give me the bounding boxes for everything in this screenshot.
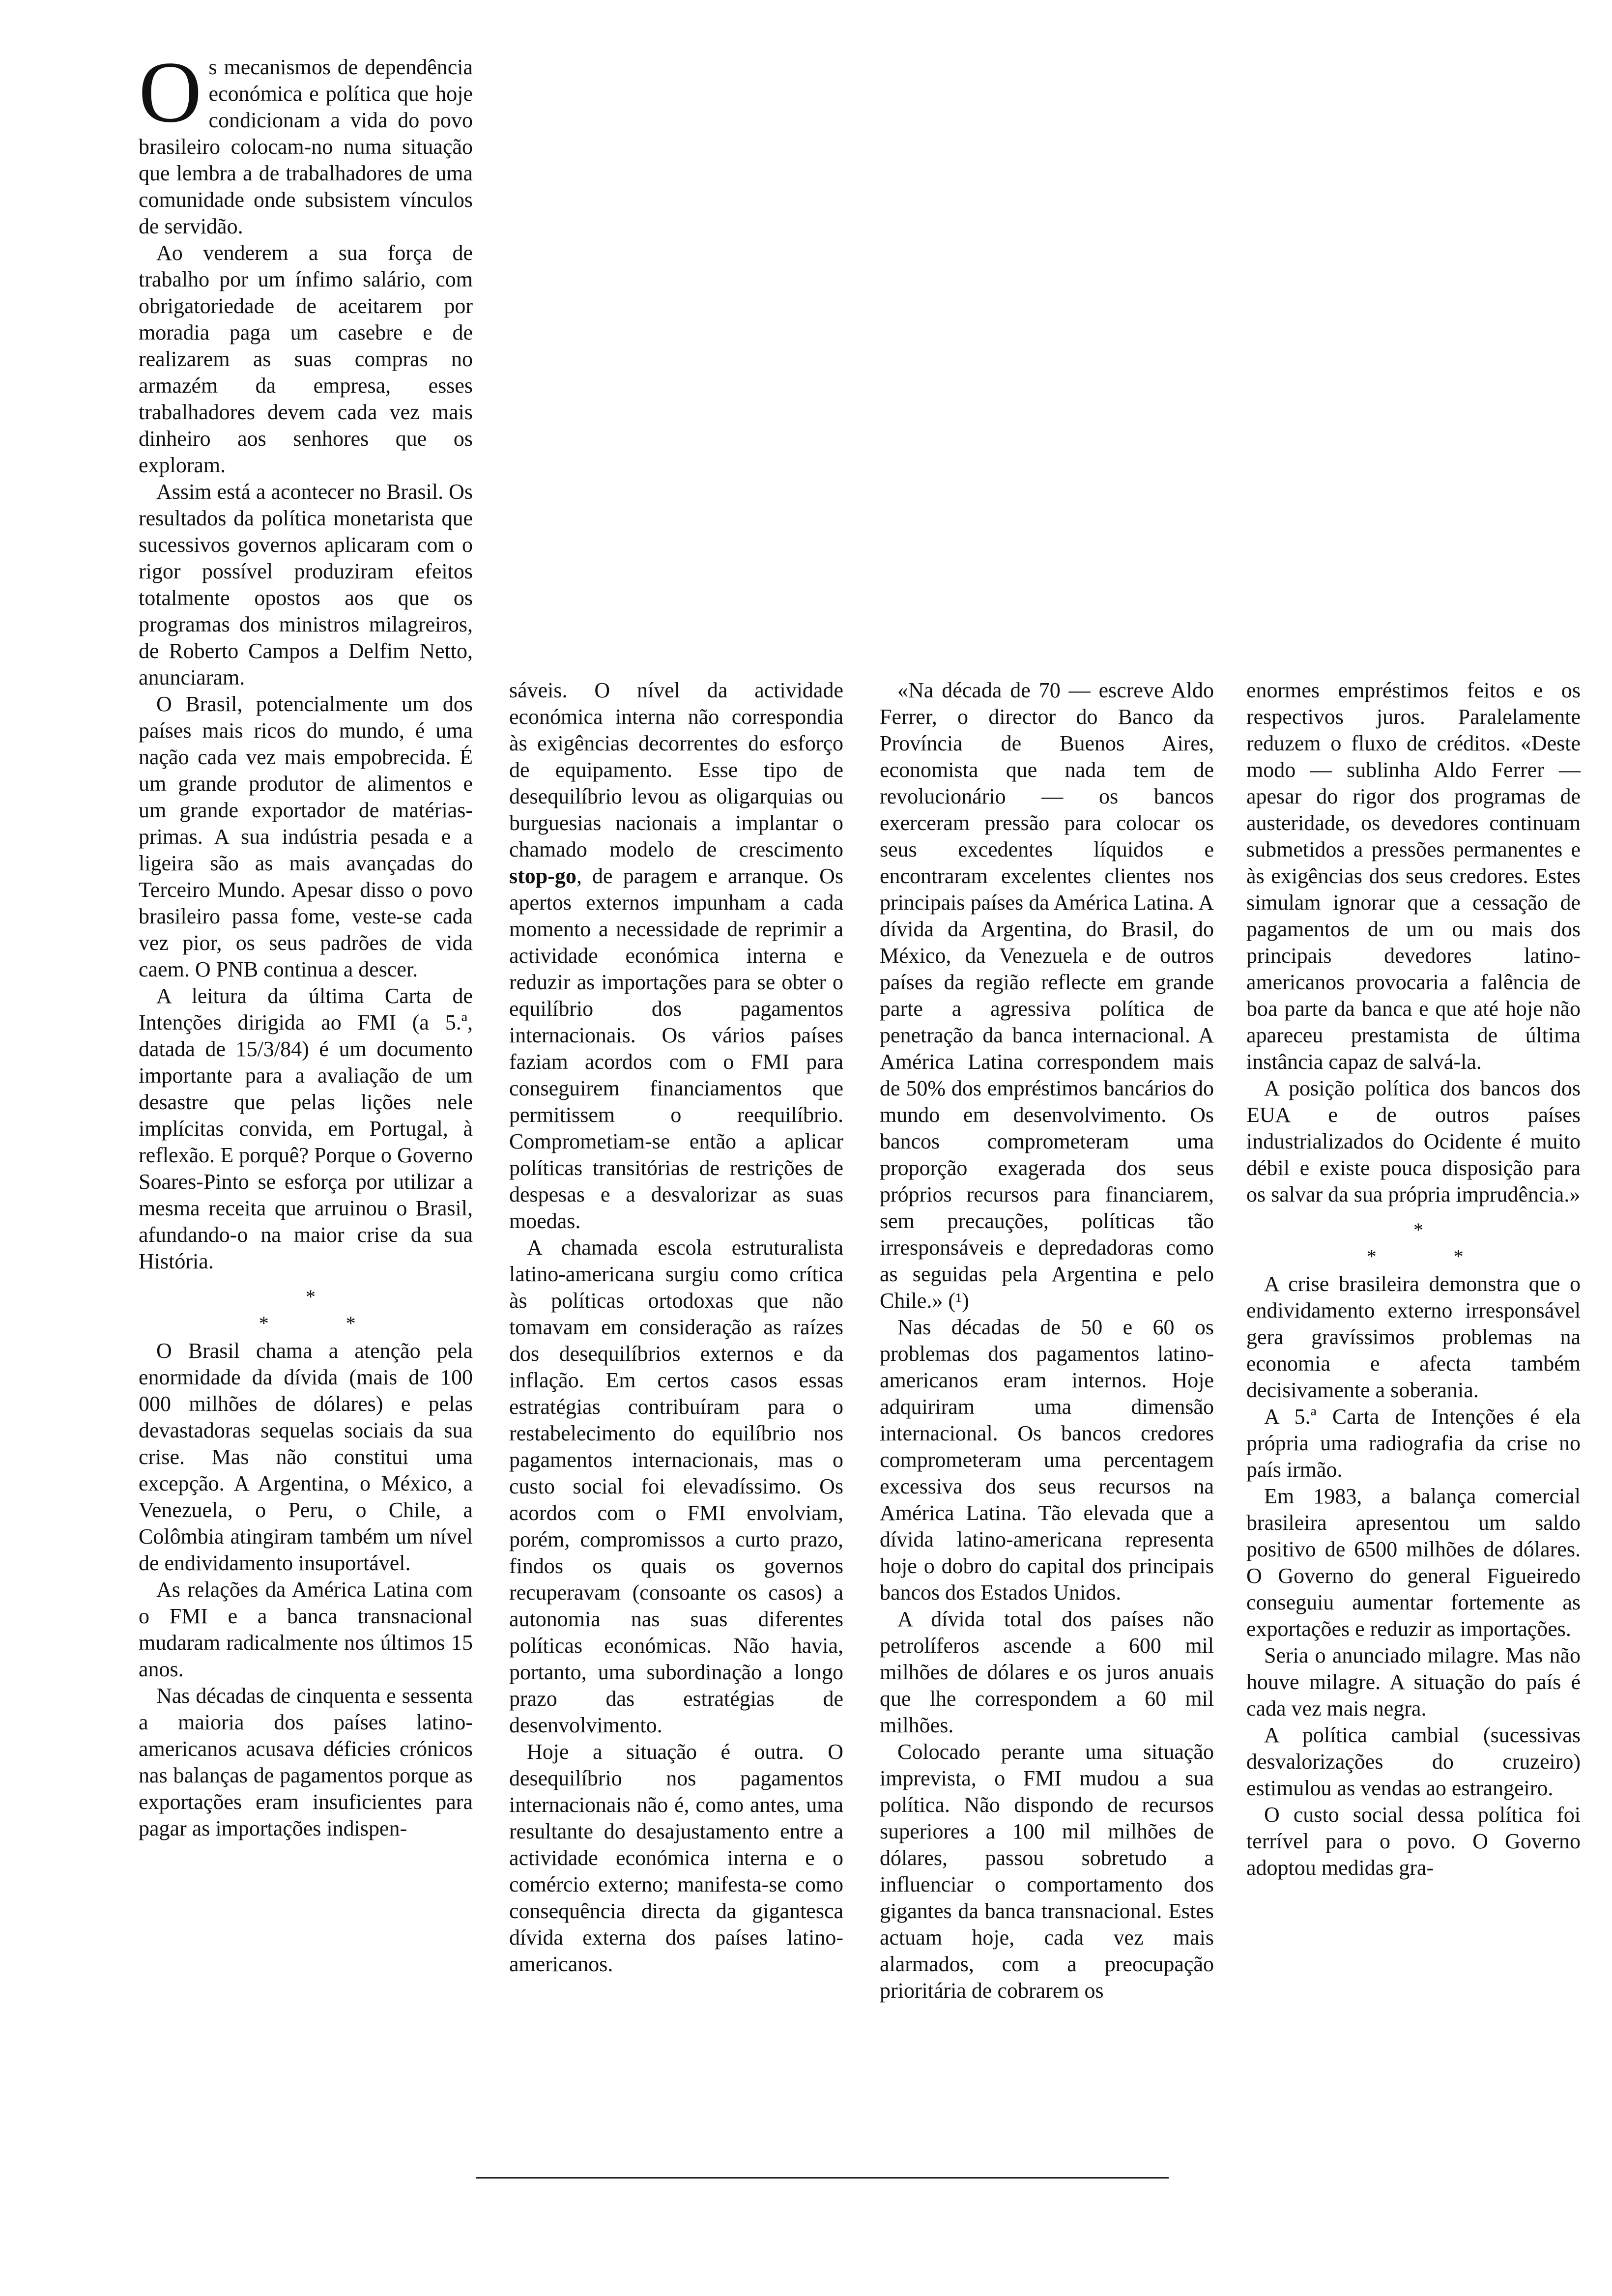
paragraph: Ao venderem a sua força de trabalho por um ínfimo salário, com obrigatoriedade de aceitarem por moradia paga um casebre e de realizarem as suas compras no armazém da empresa, esses trabalhadores devem cada vez mais dinheiro aos senhores que os exploram. bbox=[139, 241, 473, 477]
asterisk: * bbox=[345, 1312, 356, 1334]
paragraph: O Brasil chama a atenção pela enormidade da dívida (mais de 100 000 milhões de dólares) e pelas devastadoras sequelas sociais da sua crise. Mas não constitui uma excepção. A Argentina, o México, a Venezuela, o Peru, o Chile, a Colômbia atingiram também um nível de endividamento insuportável. bbox=[139, 1339, 473, 1575]
paragraph: A posição política dos bancos dos EUA e de outros países industrializados do Ocidente é muito débil e existe pouca disposição para os salvar da sua própria imprudência.» bbox=[1246, 1076, 1581, 1206]
paragraph: «Na década de 70 — escreve Aldo Ferrer, o director do Banco da Província de Buenos Aires, economista que nada tem de revolucionário — os bancos exerceram pressão para colocar os seus excedentes líquidos e encontraram excelentes clientes nos principais países da América Latina. A dívida da Argentina, do Brasil, do México, da Venezuela e de outros países da região reflecte em grande parte a agressiva política de penetração da banca internacional. A América Latina correspondem mais de 50% dos empréstimos bancários do mundo em desenvolvimento. Os bancos comprometeram uma proporção exagerada dos seus próprios recursos para financiarem, sem precauções, políticas tão irresponsáveis e depredadoras como as seguidas pela Argentina e pelo Chile.» (¹) bbox=[880, 678, 1214, 1313]
asterisk: * bbox=[1413, 1219, 1423, 1241]
drop-cap: O bbox=[139, 43, 202, 141]
paragraph: Em 1983, a balança comercial brasileira apresentou um saldo positivo de 6500 milhões de dólares. O Governo do general Figueiredo conseguiu aumentar fortemente as exportações e reduzir as importações. bbox=[1246, 1484, 1581, 1641]
asterisk: * bbox=[306, 1286, 316, 1308]
paragraph-text: sáveis. O nível da actividade económica interna não correspondia às exigências decorrentes do esforço de equipamento. Esse tipo de desequilíbrio levou as oligarquias ou burguesias nacionais a implantar o chamado modelo de crescimento bbox=[509, 678, 843, 861]
paragraph: Hoje a situação é outra. O desequilíbrio nos pagamentos internacionais não é, como antes, uma resultante do desajustamento entre a actividade económica interna e o comércio externo; manifesta-se como consequência directa da gigantesca dívida externa dos países latino-americanos. bbox=[509, 1740, 843, 1976]
paragraph: A leitura da última Carta de Intenções dirigida ao FMI (a 5.ª, datada de 15/3/84) é um documento importante para a avaliação de um desastre que pelas lições nele implícitas convida, em Portugal, à reflexão. E porquê? Porque o Governo Soares-Pinto se esforça por utilizar a mesma receita que arruinou o Brasil, afundando-o na maior crise da sua História. bbox=[139, 984, 473, 1273]
column-4 bbox=[1246, 677, 1581, 1881]
column-1 bbox=[139, 43, 473, 1842]
paragraph: Colocado perante uma situação imprevista, o FMI mudou a sua política. Não dispondo de recursos superiores a 100 mil milhões de dólares, passou sobretudo a influenciar o comportamento dos gigantes da banca transnacional. Estes actuam hoje, cada vez mais alarmados, com a preocupação prioritária de cobrarem os bbox=[880, 1740, 1214, 2003]
paragraph: O custo social dessa política foi terrível para o povo. O Governo adoptou medidas gra- bbox=[1246, 1803, 1581, 1880]
paragraph: O Brasil, potencialmente um dos países mais ricos do mundo, é uma nação cada vez mais empobrecida. É um grande produtor de alimentos e um grande exportador de matérias-primas. A sua indústria pesada e a ligeira são as mais avançadas do Terceiro Mundo. Apesar disso o povo brasileiro passa fome, veste-se cada vez pior, os seus padrões de vida caem. O PNB continua a descer. bbox=[139, 692, 473, 981]
section-separator bbox=[1246, 1208, 1581, 1271]
paragraph: Seria o anunciado milagre. Mas não houve milagre. A situação do país é cada vez mais negra. bbox=[1246, 1643, 1581, 1721]
paragraph: enormes empréstimos feitos e os respectivos juros. Paralelamente reduzem o fluxo de créditos. «Deste modo — sublinha Aldo Ferrer — apesar do rigor dos programas de austeridade, os devedores continuam submetidos a pressões permanentes e às exigências dos seus credores. Estes simulam ignorar que a cessação de pagamentos de um ou mais dos principais devedores latino-americanos provocaria a falência de boa parte da banca e que até hoje não apareceu prestamista de última instância capaz de salvá-la. bbox=[1246, 678, 1581, 1074]
column-2 bbox=[509, 677, 843, 1978]
paragraph bbox=[509, 677, 843, 1234]
paragraph: A 5.ª Carta de Intenções é ela própria uma radiografia da crise no país irmão. bbox=[1246, 1405, 1581, 1482]
paragraph: A chamada escola estruturalista latino-americana surgiu como crítica às políticas ortodoxas que não tomavam em consideração as raízes dos desequilíbrios externos e da inflação. Em certos casos essas estratégias contribuíram para o restabelecimento do equilíbrio nos pagamentos internacionais, mas o custo social foi elevadíssimo. Os acordos com o FMI envolviam, porém, compromissos a curto prazo, findos os quais os governos recuperavam (consoante os casos) a autonomia nas suas diferentes políticas económicas. Não havia, portanto, uma subordinação a longo prazo das estratégias de desenvolvimento. bbox=[509, 1235, 843, 1737]
paragraph: Assim está a acontecer no Brasil. Os resultados da política monetarista que sucessivos governos aplicaram com o rigor possível produziram efeitos totalmente opostos aos que os programas dos ministros milagreiros, de Roberto Campos a Delfim Netto, anunciaram. bbox=[139, 480, 473, 689]
paragraph-text: s mecanismos de dependência económica e política que hoje condicionam a vida do povo brasileiro colocam-no numa situação que lembra a de trabalhadores de uma comunidade onde subsistem vínculos de servidão. bbox=[139, 55, 473, 238]
paragraph bbox=[139, 43, 473, 240]
paragraph: A dívida total dos países não petrolíferos ascende a 600 mil milhões de dólares e os juros anuais que lhe correspondem a 60 mil milhões. bbox=[880, 1607, 1214, 1737]
asterisk: * bbox=[1366, 1245, 1377, 1267]
paragraph: As relações da América Latina com o FMI e a banca transnacional mudaram radicalmente nos últimos 15 anos. bbox=[139, 1578, 473, 1681]
paragraph: Nas décadas de cinquenta e sessenta a maioria dos países latino-americanos acusava déficies crónicos nas balanças de pagamentos porque as exportações eram insuficientes para pagar as importações indispen- bbox=[139, 1684, 473, 1840]
asterisk: * bbox=[1453, 1245, 1464, 1267]
keyword-stop-go: stop-go bbox=[509, 864, 576, 888]
paragraph: A política cambial (sucessivas desvalorizações do cruzeiro) estimulou as vendas ao estrangeiro. bbox=[1246, 1723, 1581, 1800]
paragraph: A crise brasileira demonstra que o endividamento externo irresponsável gera gravíssimos problemas na economia e afecta também decisivamente a soberania. bbox=[1246, 1272, 1581, 1402]
bottom-divider-rule bbox=[476, 2177, 1169, 2179]
column-3 bbox=[880, 677, 1214, 2004]
paragraph: Nas décadas de 50 e 60 os problemas dos pagamentos latino-americanos eram internos. Hoje adquiriram uma dimensão internacional. Os bancos credores comprometeram uma percentagem excessiva dos seus recursos na América Latina. Tão elevada que a dívida latino-americana representa hoje o dobro do capital dos principais bancos dos Estados Unidos. bbox=[880, 1315, 1214, 1605]
section-separator bbox=[139, 1275, 473, 1338]
asterisk: * bbox=[259, 1312, 269, 1334]
paragraph-text: , de paragem e arranque. Os apertos externos impunham a cada momento a necessidade de reprimir a actividade económica interna e reduzir as importações para se obter o equilíbrio dos pagamentos internacionais. Os vários países faziam acordos com o FMI para conseguirem financiamentos que permitissem o reequilíbrio. Comprometiam-se então a aplicar políticas transitórias de restrições de despesas e a desvalorizar as suas moedas. bbox=[509, 864, 843, 1233]
